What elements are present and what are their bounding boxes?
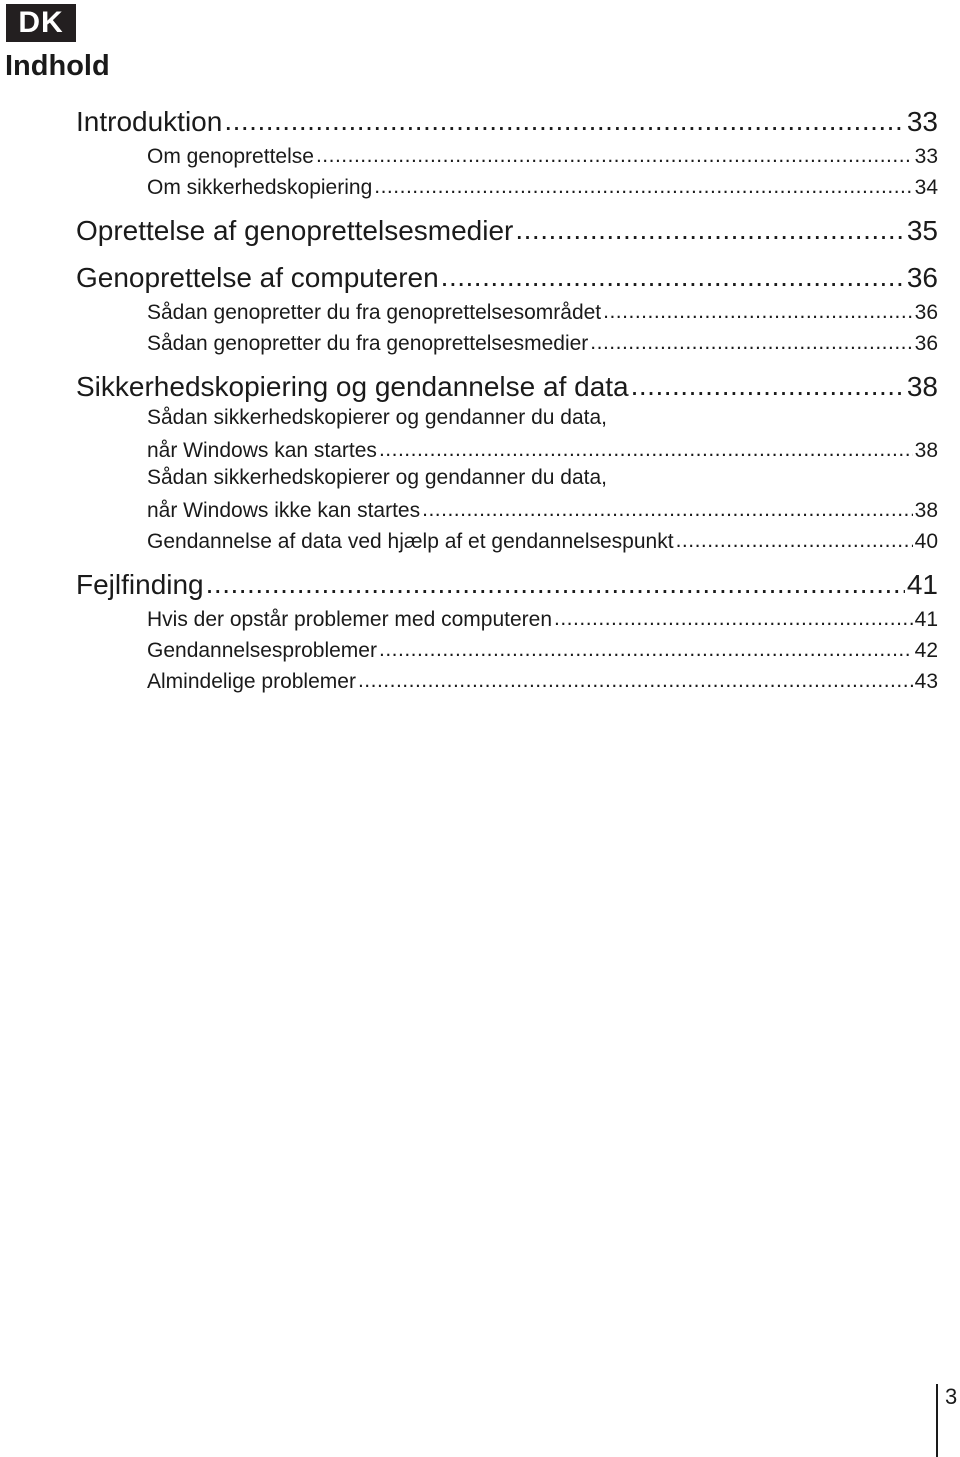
toc-page-number: 42: [914, 639, 938, 662]
page-title: Indhold: [5, 50, 110, 82]
dot-leader: [554, 607, 913, 631]
toc-entry-label: Sådan genopretter du fra genoprettelsesmedier: [147, 332, 589, 355]
dot-leader: [206, 568, 905, 600]
toc-entry-label: Genoprettelse af computeren: [76, 262, 439, 293]
toc-entry-label: Gendannelsesproblemer: [147, 639, 377, 662]
toc-page-number: 35: [906, 215, 938, 246]
dot-leader: [358, 669, 913, 693]
toc-entry-problemer-computeren[interactable]: [76, 601, 938, 632]
table-of-contents: [76, 100, 938, 694]
toc-page-number: 36: [914, 301, 938, 324]
toc-entry-gendannelsesproblemer[interactable]: [76, 632, 938, 663]
toc-entry-genopret-omraadet[interactable]: [76, 294, 938, 325]
toc-entry-label: Sikkerhedskopiering og gendannelse af data: [76, 371, 629, 402]
toc-entry-windows-ikke-kan-startes[interactable]: [76, 463, 938, 523]
toc-entry-label: Om sikkerhedskopiering: [147, 176, 373, 199]
toc-entry-label-line1: Sådan sikkerhedskopierer og gendanner du data,: [147, 406, 607, 429]
dot-leader: [441, 261, 905, 293]
dot-leader: [379, 438, 913, 462]
toc-page-number: 43: [914, 670, 938, 693]
toc-entry-windows-kan-startes[interactable]: [76, 403, 938, 463]
toc-entry-label: Sådan genopretter du fra genoprettelsesområdet: [147, 301, 602, 324]
toc-entry-label: Fejlfinding: [76, 569, 204, 600]
toc-page-number: 41: [914, 608, 938, 631]
toc-entry-label: Gendannelse af data ved hjælp af et gendannelsespunkt: [147, 530, 674, 553]
toc-entry-introduktion[interactable]: [76, 100, 938, 138]
toc-entry-gendannelsespunkt[interactable]: [76, 523, 938, 554]
dot-leader: [379, 638, 913, 662]
toc-page-number: 38: [914, 439, 938, 462]
toc-page-number: 38: [914, 499, 938, 522]
dot-leader: [676, 529, 913, 553]
toc-entry-almindelige-problemer[interactable]: [76, 663, 938, 694]
page-number: 3: [945, 1384, 958, 1409]
toc-entry-genopret-medier[interactable]: [76, 325, 938, 356]
toc-page-number: 36: [914, 332, 938, 355]
toc-page-number: 34: [914, 176, 938, 199]
toc-entry-label: Introduktion: [76, 106, 223, 137]
dot-leader: [422, 498, 913, 522]
toc-page-number: 36: [906, 262, 938, 293]
toc-entry-fejlfinding[interactable]: [76, 563, 938, 601]
dot-leader: [515, 214, 904, 246]
toc-entry-om-sikkerhedskopiering[interactable]: [76, 169, 938, 200]
toc-page-number: 41: [906, 569, 938, 600]
language-badge: DK: [6, 4, 76, 42]
page-folio: [936, 1384, 960, 1457]
toc-entry-label: Oprettelse af genoprettelsesmedier: [76, 215, 514, 246]
toc-entry-om-genoprettelse[interactable]: [76, 138, 938, 169]
dot-leader: [374, 175, 912, 199]
toc-entry-genoprettelse-computeren[interactable]: [76, 256, 938, 294]
toc-entry-label-line2: når Windows kan startes: [147, 439, 377, 462]
toc-entry-label-line1: Sådan sikkerhedskopierer og gendanner du data,: [147, 466, 607, 489]
toc-page-number: 33: [906, 106, 938, 137]
toc-entry-label-line2: når Windows ikke kan startes: [147, 499, 421, 522]
dot-leader: [603, 300, 913, 324]
toc-page-number: 38: [906, 371, 938, 402]
dot-leader: [631, 370, 905, 402]
toc-entry-label: Hvis der opstår problemer med computeren: [147, 608, 553, 631]
toc-page-number: 40: [914, 530, 938, 553]
toc-entry-label: Almindelige problemer: [147, 670, 356, 693]
toc-entry-label: Om genoprettelse: [147, 145, 314, 168]
toc-entry-sikkerhedskopiering-gendannelse[interactable]: [76, 365, 938, 403]
toc-page-number: 33: [914, 145, 938, 168]
dot-leader: [316, 144, 913, 168]
toc-entry-oprettelse-medier[interactable]: [76, 209, 938, 247]
dot-leader: [590, 331, 912, 355]
dot-leader: [224, 105, 905, 137]
